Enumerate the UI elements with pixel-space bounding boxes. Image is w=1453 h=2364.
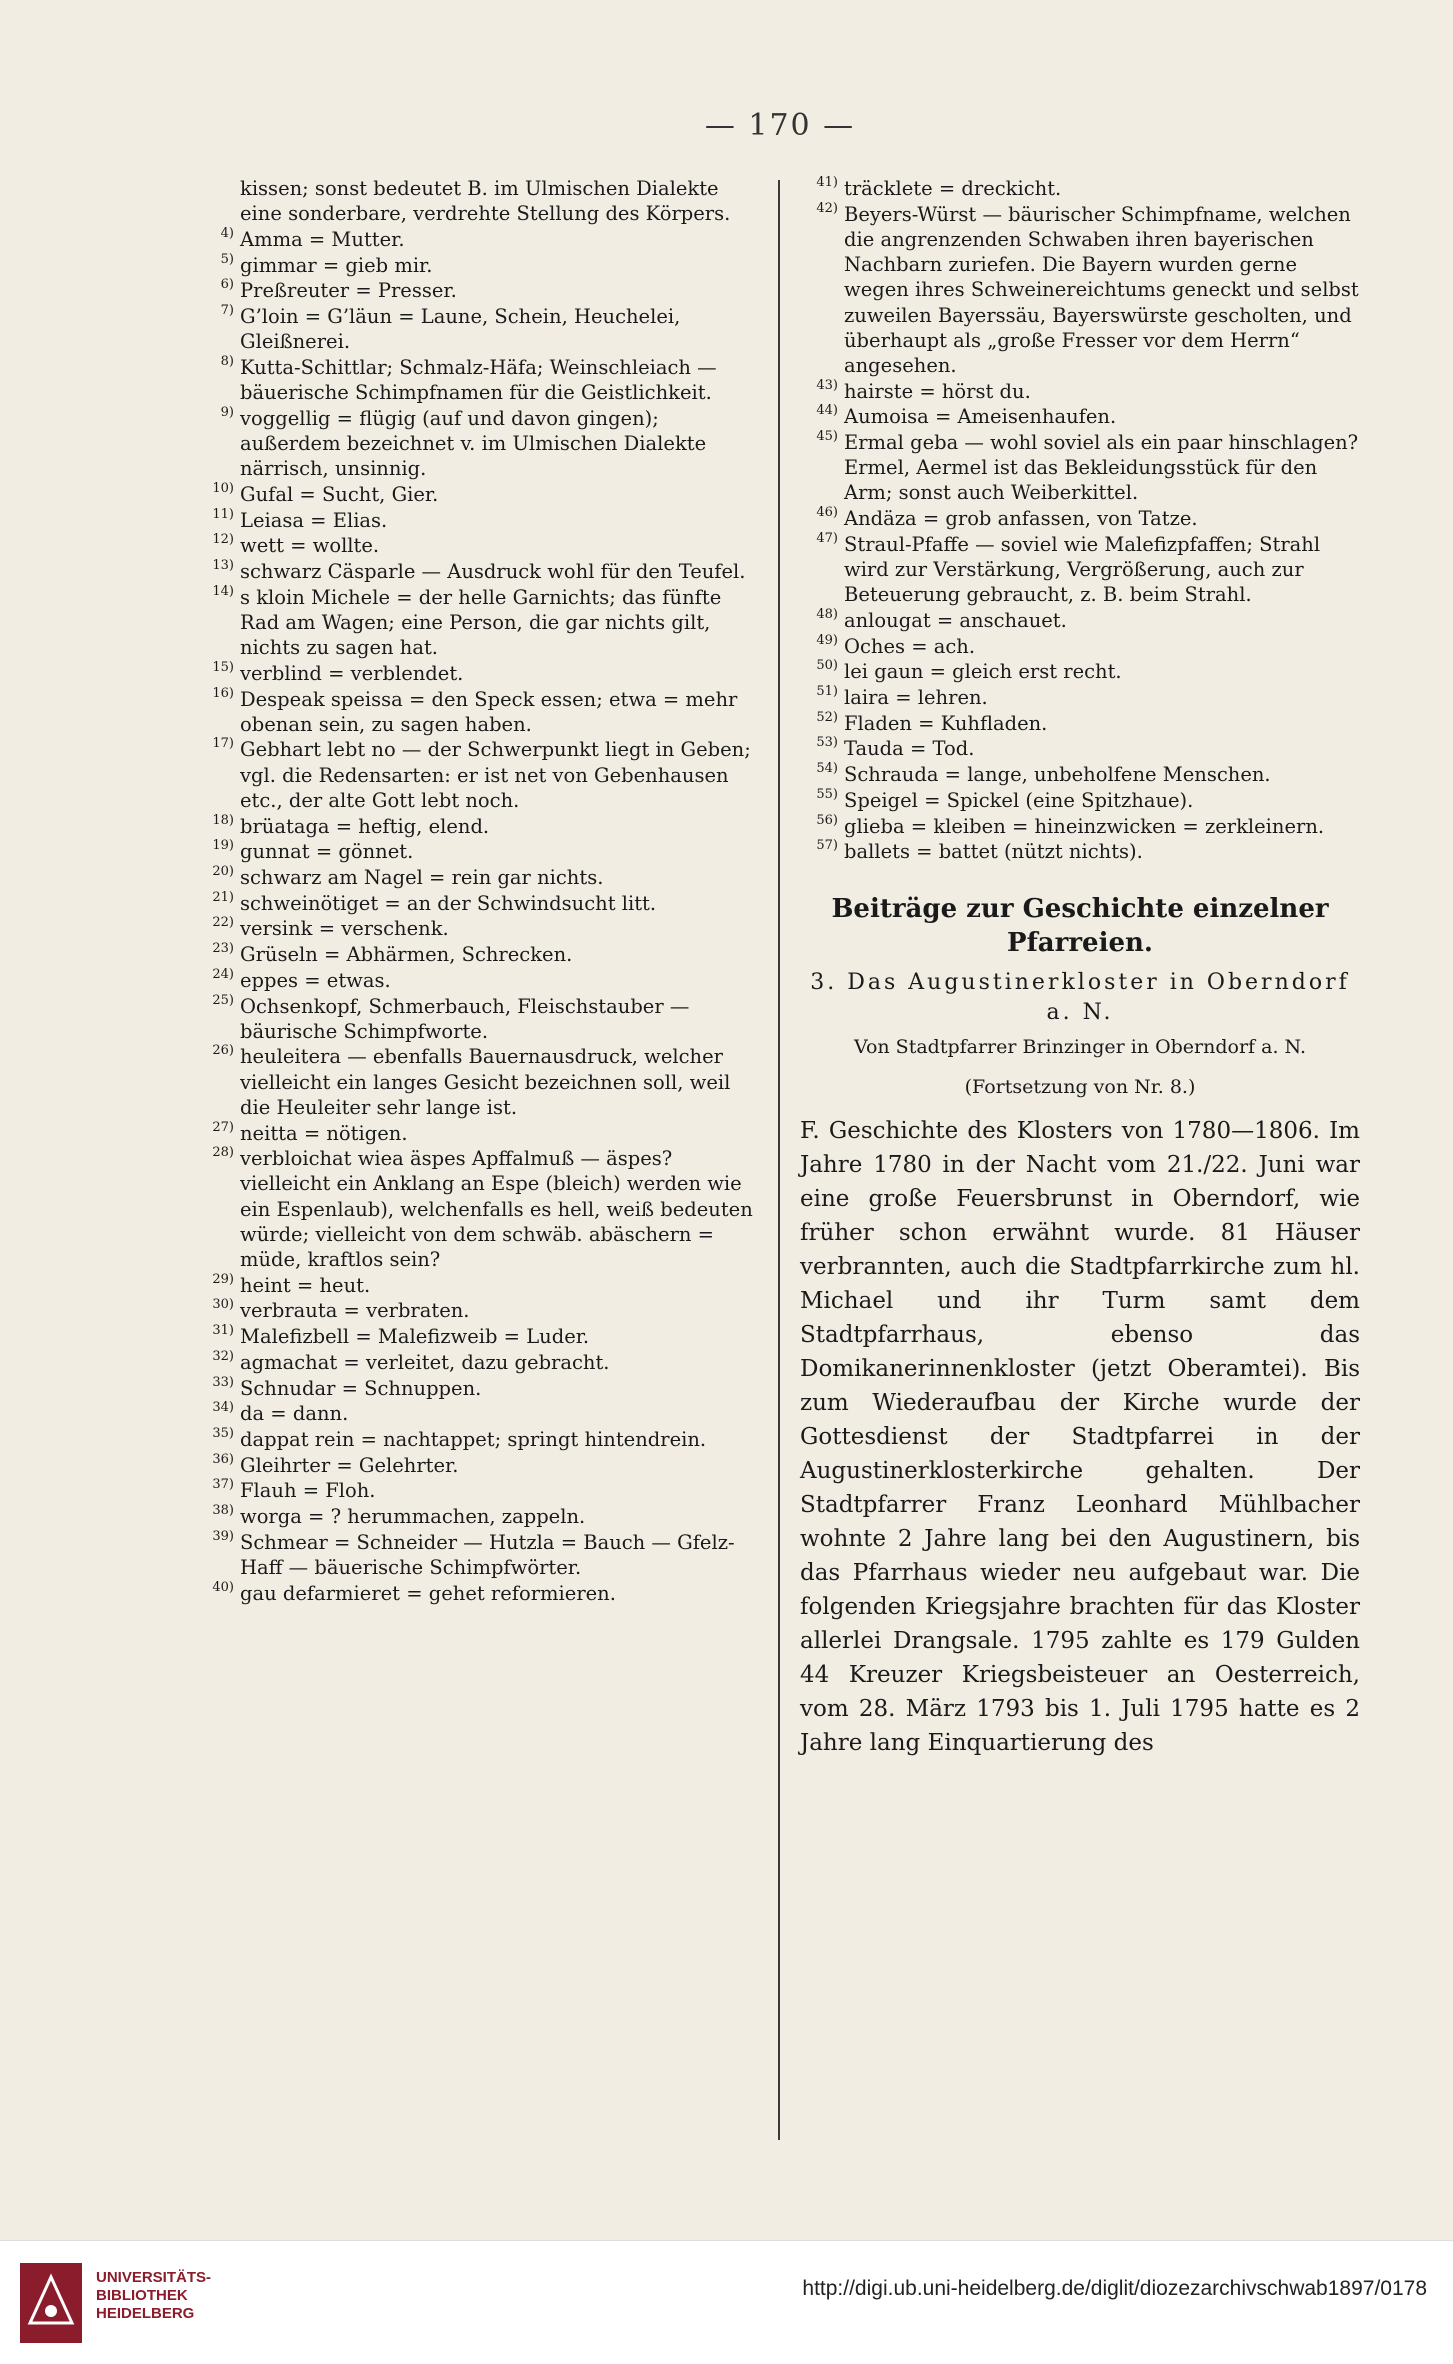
footnote-number: 24) [212,966,234,982]
footnote [800,736,1360,761]
footnote-number: 36) [212,1451,234,1467]
logo-line: UNIVERSITÄTS- [96,2269,212,2286]
footnote-number: 17) [212,736,234,752]
footnote-number: 40) [212,1579,234,1595]
footnote [196,1044,756,1120]
footnote-number: 53) [816,735,838,751]
footnote [800,814,1360,839]
footnote-text: Speigel = Spickel (eine Spitzhaue). [844,788,1194,812]
footnote [196,1146,756,1272]
footnote [196,839,756,864]
footnote-text: Ermal geba — wohl soviel als ein paar hinschlagen? Ermel, Aermel ist das Bekleidungsstück für den Arm; sonst auch Weiberkittel. [844,431,1359,505]
footnote-text: schweinötiget = an der Schwindsucht litt. [240,891,657,915]
footnote-text: Oches = ach. [844,634,976,658]
footnote-number: 5) [220,251,234,267]
footnote-number: 4) [220,225,234,241]
footnote-text: versink = verschenk. [240,917,449,941]
footnote [196,1453,756,1478]
footnote-text: heint = heut. [240,1273,371,1297]
footnote-number: 23) [212,941,234,957]
footnote-text: kissen; sonst bedeutet B. im Ulmischen Dialekte eine sonderbare, verdrehte Stellung des Körpers. [240,177,731,226]
footnote-number: 54) [816,761,838,777]
footnote-number: 19) [212,838,234,854]
footnote [800,608,1360,633]
footnote-number: 38) [212,1503,234,1519]
footnote-text: Gufal = Sucht, Gier. [240,482,439,506]
footnote-text: wett = wollte. [240,534,380,558]
footnote-text: Andäza = grob anfassen, von Tatze. [844,507,1198,531]
logo-line: HEIDELBERG [96,2305,195,2322]
footnote-text: Ochsenkopf, Schmerbauch, Fleischstauber — bäurische Schimpfworte. [240,994,690,1043]
footnote-number: 6) [220,277,234,293]
footnote [800,404,1360,429]
footnote-number: 32) [212,1348,234,1364]
footnote-number: 52) [816,709,838,725]
section-continuation: (Fortsetzung von Nr. 8.) [964,1076,1196,1099]
footnote-text: Schnudar = Schnuppen. [240,1376,482,1400]
footnote-text: Fladen = Kuhfladen. [844,711,1048,735]
footnote [196,1350,756,1375]
footnote-text: glieba = kleiben = hineinzwicken = zerkleinern. [844,814,1325,838]
footnote-number: 51) [816,684,838,700]
footnote-number: 49) [816,632,838,648]
footnote-number: 48) [816,606,838,622]
footnote [196,1376,756,1401]
footnote-text: da = dann. [240,1402,349,1426]
footnote-number: 56) [816,812,838,828]
footnote [800,506,1360,531]
footnote-text: Straul-Pfaffe — soviel wie Malefizpfaffen; Strahl wird zur Verstärkung, Vergrößerung, auch zur Beteuerung gebraucht, z. B. beim Strahl. [844,532,1321,607]
footnote [196,253,756,278]
footnote-text: Malefizbell = Malefizweib = Luder. [240,1325,590,1349]
footnote-number: 28) [212,1145,234,1161]
footnote-number: 33) [212,1374,234,1390]
footnote [800,379,1360,404]
footnote-text: schwarz Cäsparle — Ausdruck wohl für den Teufel. [240,560,746,584]
library-logo-text [96,2269,211,2323]
column-divider [778,180,780,2140]
footnote-number: 43) [816,377,838,393]
footnote-number: 41) [816,175,838,190]
footnote-number: 45) [816,429,838,445]
footnote-number: 29) [212,1271,234,1287]
right-footnotes [800,176,1360,864]
footnote-text: Preßreuter = Presser. [240,279,457,303]
footnote-text: schwarz am Nagel = rein gar nichts. [240,865,604,889]
footnote [196,176,756,226]
footnote-number: 27) [212,1119,234,1135]
footnote [800,202,1360,378]
footnote [196,994,756,1044]
footnote-number: 18) [212,812,234,828]
footnote-number: 22) [212,915,234,931]
footnote [800,634,1360,659]
footnote [800,839,1360,864]
footnote [196,1121,756,1146]
footnote-number: 14) [212,583,234,599]
footnote [196,355,756,405]
footnote [196,508,756,533]
footnote [196,533,756,558]
footnote [196,891,756,916]
footnote [196,1504,756,1529]
footnote-text: Amma = Mutter. [240,227,405,251]
footnote-text: lei gaun = gleich erst recht. [844,660,1122,684]
footnote [800,762,1360,787]
footnote-number: 39) [212,1528,234,1544]
footnote [196,1581,756,1606]
footnote-number: 42) [816,200,838,216]
footnote-number: 47) [816,530,838,546]
footnote-number: 20) [212,863,234,879]
footnote-number: 11) [212,506,234,522]
footnote-number: 34) [212,1400,234,1416]
footnote [800,711,1360,736]
footnote-text: neitta = nötigen. [240,1121,408,1145]
footnote-text: träcklete = dreckicht. [844,177,1062,200]
footnote-text: Beyers-Würst — bäurischer Schimpfname, welchen die angrenzenden Schwaben ihren bayerischen Nachbarn zuriefen. Die Bayern wurden gerne wegen ihres Schweinereichtums geneckt und selbst zuweilen Bayerssäu, Bayerswürste gescholten, und überhaupt als „große Fresser vor dem Herrn“ angesehen. [844,202,1359,377]
left-column [196,176,756,1606]
footnote [800,659,1360,684]
footnote-text: worga = ? herummachen, zappeln. [240,1505,586,1529]
footnote [800,532,1360,608]
logo-line: BIBLIOTHEK [96,2287,188,2304]
footnote-text: ballets = battet (nützt nichts). [844,840,1143,864]
section-body: F. Geschichte des Klosters von 1780—1806. Im Jahre 1780 in der Nacht vom 21./22. Juni war eine große Feuersbrunst in Oberndorf, wie früher schon erwähnt wurde. 81 Häuser verbrannten, auch die Stadtpfarrkirche zum hl. Michael und ihr Turm samt dem Stadtpfarrhaus, ebenso das Domikanerinnenkloster (jetzt Oberamtei). Bis zum Wiederaufbau der Kirche wurde der Gottesdienst der Stadtpfarrei in der Augustinerklosterkirche gehalten. Der Stadtpfarrer Franz Leonhard Mühlbacher wohnte 2 Jahre lang bei den Augustinern, bis das Pfarrhaus wieder neu aufgebaut war. Die folgenden Kriegsjahre brachten für das Kloster allerlei Drangsale. 1795 zahlte es 179 Gulden 44 Kreuzer Kriegsbeisteuer an Oesterreich, vom 28. März 1793 bis 1. Juli 1795 hatte es 2 Jahre lang Einquartierung des [800,1118,1360,1757]
footnote [196,278,756,303]
footnote-number: 55) [816,786,838,802]
footnote-number: 13) [212,558,234,574]
footnote [196,406,756,482]
footnote [196,559,756,584]
footnote-number: 21) [212,889,234,905]
right-column [800,176,1360,1760]
footnote-text: heuleitera — ebenfalls Bauernausdruck, welcher vielleicht ein langes Gesicht bezeichnen soll, weil die Heuleiter sehr lange ist. [240,1045,731,1119]
footnote-text: Schmear = Schneider — Hutzla = Bauch — Gfelz-Haff — bäuerische Schimpfwörter. [240,1530,735,1579]
footnote-text: anlougat = anschauet. [844,608,1067,632]
footnote-text: agmachat = verleitet, dazu gebracht. [240,1350,610,1374]
footnote-text: laira = lehren. [844,686,988,710]
footnote-text: Gleihrter = Gelehrter. [240,1453,459,1477]
footnote [800,176,1360,201]
footnote-text: Flauh = Floh. [240,1479,376,1503]
university-seal-icon [20,2263,82,2343]
footnote-number: 7) [220,303,234,319]
footnote-text: eppes = etwas. [240,968,391,992]
footnote [800,685,1360,710]
footnote-number: 50) [816,658,838,674]
footnote-text: Grüseln = Abhärmen, Schrecken. [240,943,573,967]
footnote-number: 30) [212,1297,234,1313]
footnote [196,1273,756,1298]
footnote-text: Schrauda = lange, unbeholfene Menschen. [844,763,1271,787]
footnote-text: gunnat = gönnet. [240,840,414,864]
footnote-number: 12) [212,532,234,548]
footnote-text: Tauda = Tod. [844,737,975,761]
footnote [196,304,756,354]
footnote [196,916,756,941]
footnote [196,585,756,661]
footnote-number: 16) [212,685,234,701]
footnote [196,942,756,967]
section-title: Beiträge zur Geschichte einzelner Pfarreien. [831,894,1329,959]
footnote [196,865,756,890]
footnote-text: Despeak speissa = den Speck essen; etwa = mehr obenan sein, zu sagen haben. [240,687,738,736]
footnote [196,968,756,993]
footnote-text: s kloin Michele = der helle Garnichts; das fünfte Rad am Wagen; eine Person, die gar nichts gilt, nichts zu sagen hat. [240,585,722,660]
footnote-text: hairste = hörst du. [844,379,1031,403]
footnote-text: Aumoisa = Ameisenhaufen. [844,405,1117,429]
footnote-text: verblind = verblendet. [240,661,464,685]
footnote [196,661,756,686]
footnote-number: 9) [220,404,234,420]
footnote [800,430,1360,506]
footnote-number: 35) [212,1425,234,1441]
footnote [196,1324,756,1349]
footnote-text: Leiasa = Elias. [240,508,388,532]
footnote [196,1478,756,1503]
footnote-number: 44) [816,403,838,419]
footnote-number: 26) [212,1043,234,1059]
footnote [196,1530,756,1580]
footnote [196,687,756,737]
footnote-text: brüataga = heftig, elend. [240,814,490,838]
source-url-link[interactable]: http://digi.ub.uni-heidelberg.de/diglit/diozezarchivschwab1897/0178 [802,2277,1427,2300]
footnote-text: dappat rein = nachtappet; springt hintendrein. [240,1427,707,1451]
footnote [196,1298,756,1323]
footnote-text: G’loin = G’läun = Laune, Schein, Heuchelei, Gleißnerei. [240,305,681,354]
footnote-number: 10) [212,480,234,496]
section-author: Von Stadtpfarrer Brinzinger in Oberndorf a. N. [853,1036,1306,1059]
footnote-number: 46) [816,505,838,521]
footnote-number: 37) [212,1477,234,1493]
footnote-number: 8) [220,353,234,369]
footnote-text: voggellig = flügig (auf und davon gingen); außerdem bezeichnet v. im Ulmischen Dialekte närrisch, unsinnig. [240,406,707,481]
footnote-text: gimmar = gieb mir. [240,253,433,277]
footnote-text: Gebhart lebt no — der Schwerpunkt liegt in Geben; vgl. die Redensarten: er ist net von Gebenhausen etc., der alte Gott lebt noch. [240,738,751,812]
footnote-text: verbrauta = verbraten. [240,1299,470,1323]
footnote-text: gau defarmieret = gehet reformieren. [240,1581,616,1605]
page-number: — 170 — [704,108,856,143]
footnote [196,1427,756,1452]
footnote-number: 15) [212,659,234,675]
footer [0,2240,1453,2364]
footnote [196,482,756,507]
footnote-number: 57) [816,838,838,854]
footnote [196,227,756,252]
footnote-text: Kutta-Schittlar; Schmalz-Häfa; Weinschleiach — bäuerische Schimpfnamen für die Geistlichkeit. [240,355,717,405]
footnote [800,788,1360,813]
footnote-number: 31) [212,1323,234,1339]
footnote-number: 25) [212,992,234,1008]
footnote [196,1401,756,1426]
section-subtitle: 3. Das Augustinerkloster in Oberndorf a. N. [810,970,1350,1026]
footnote [196,814,756,839]
footnote-text: verbloichat wiea äspes Apffalmuß — äspes? vielleicht ein Anklang an Espe (bleich) werden wie ein Espenlaub), welchenfalls es hell, weiß bedeuten würde; vielleicht von dem schwäb. abäschern = müde, kraftlos sein? [240,1147,753,1272]
footnote [196,737,756,813]
